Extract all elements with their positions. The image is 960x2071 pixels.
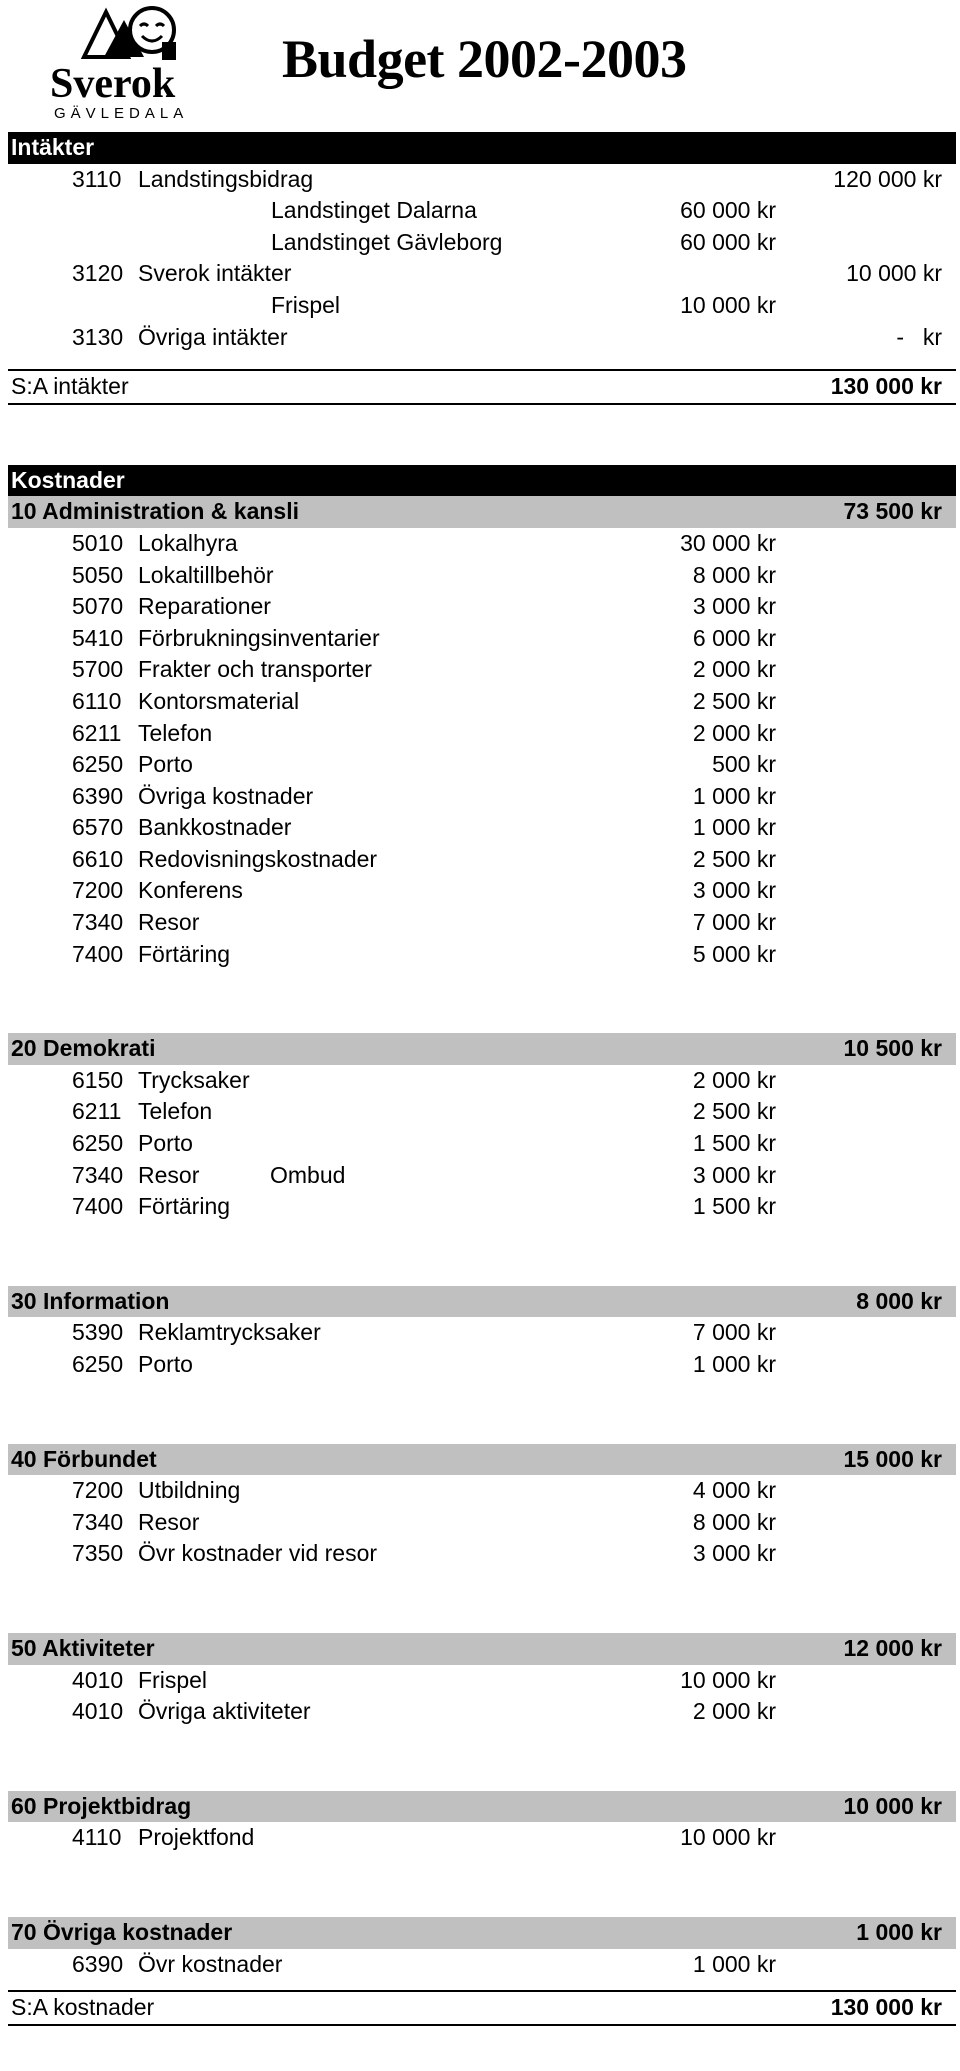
cost-line-row: 6211 Telefon 2 000 kr (72, 719, 776, 746)
cost-groups (8, 496, 956, 1990)
svg-text:GÄVLEDALA: GÄVLEDALA (54, 105, 189, 122)
svg-text:Sverok: Sverok (50, 61, 176, 107)
cost-line-row: 6570 Bankkostnader 1 000 kr (72, 814, 776, 841)
page-header (8, 0, 956, 132)
income-sub-row: Frispel 10 000 kr (271, 291, 776, 318)
cost-group-heading: 10 Administration & kansli 73 500 kr (8, 496, 956, 528)
cost-line-row: 6250 Porto 500 kr (72, 751, 776, 778)
cost-line-row: 4010 Frispel 10 000 kr (72, 1666, 776, 1693)
income-sum-row: S:A intäkter 130 000 kr (8, 369, 956, 405)
cost-line-row: 6211 Telefon 2 500 kr (72, 1098, 776, 1125)
costs-sum-row: S:A kostnader 130 000 kr (8, 1990, 956, 2026)
costs-heading: Kostnader (8, 465, 956, 497)
cost-line-row: 5010 Lokalhyra 30 000 kr (72, 529, 776, 556)
cost-line-row: 6250 Porto 1 000 kr (72, 1351, 776, 1377)
cost-line-row: 7340 Resor 7 000 kr (72, 909, 776, 936)
cost-line-row: 6610 Redovisningskostnader 2 500 kr (72, 845, 776, 872)
cost-line-row: 5700 Frakter och transporter 2 000 kr (72, 656, 776, 683)
cost-line-row: 7340 Resor 8 000 kr (72, 1508, 776, 1535)
cost-group-heading: 30 Information 8 000 kr (8, 1286, 956, 1318)
cost-line-row: 7340 Resor Ombud 3 000 kr (72, 1161, 776, 1188)
cost-group-heading: 70 Övriga kostnader 1 000 kr (8, 1917, 956, 1949)
sverok-logo (44, 2, 214, 122)
income-row: 3130 Övriga intäkter - kr (72, 323, 942, 350)
cost-line-row: 6390 Övr kostnader 1 000 kr (72, 1950, 776, 1977)
cost-line-row: 4110 Projektfond 10 000 kr (72, 1824, 776, 1851)
income-sub-row: Landstinget Gävleborg 60 000 kr (271, 228, 776, 255)
cost-line-row: 6250 Porto 1 500 kr (72, 1130, 776, 1157)
cost-group-heading: 20 Demokrati 10 500 kr (8, 1033, 956, 1065)
income-row: 3120 Sverok intäkter 10 000 kr (72, 260, 942, 287)
cost-line-row: 4010 Övriga aktiviteter 2 000 kr (72, 1698, 776, 1725)
income-heading: Intäkter (8, 132, 956, 164)
cost-line-row: 6390 Övriga kostnader 1 000 kr (72, 782, 776, 809)
cost-line-row: 6150 Trycksaker 2 000 kr (72, 1066, 776, 1093)
cost-group-heading: 50 Aktiviteter 12 000 kr (8, 1633, 956, 1665)
cost-line-row: 5070 Reparationer 3 000 kr (72, 593, 776, 620)
cost-line-row: 5410 Förbrukningsinventarier 6 000 kr (72, 624, 776, 651)
cost-line-row: 5390 Reklamtrycksaker 7 000 kr (72, 1319, 776, 1346)
cost-line-row: 6110 Kontorsmaterial 2 500 kr (72, 687, 776, 714)
cost-line-row: 7350 Övr kostnader vid resor 3 000 kr (72, 1540, 776, 1567)
cost-line-row: 7200 Utbildning 4 000 kr (72, 1477, 776, 1504)
cost-line-row: 7400 Förtäring 5 000 kr (72, 940, 776, 967)
cost-line-row: 7400 Förtäring 1 500 kr (72, 1193, 776, 1220)
cost-group-heading: 40 Förbundet 15 000 kr (8, 1444, 956, 1476)
cost-line-row: 7200 Konferens 3 000 kr (72, 877, 776, 904)
cost-line-row: 5050 Lokaltillbehör 8 000 kr (72, 561, 776, 588)
income-sub-row: Landstinget Dalarna 60 000 kr (271, 197, 776, 224)
income-row: 3110 Landstingsbidrag 120 000 kr (72, 165, 942, 192)
cost-group-heading: 60 Projektbidrag 10 000 kr (8, 1791, 956, 1823)
budget-page (8, 0, 956, 2026)
page-title: Budget 2002-2003 (282, 29, 687, 89)
